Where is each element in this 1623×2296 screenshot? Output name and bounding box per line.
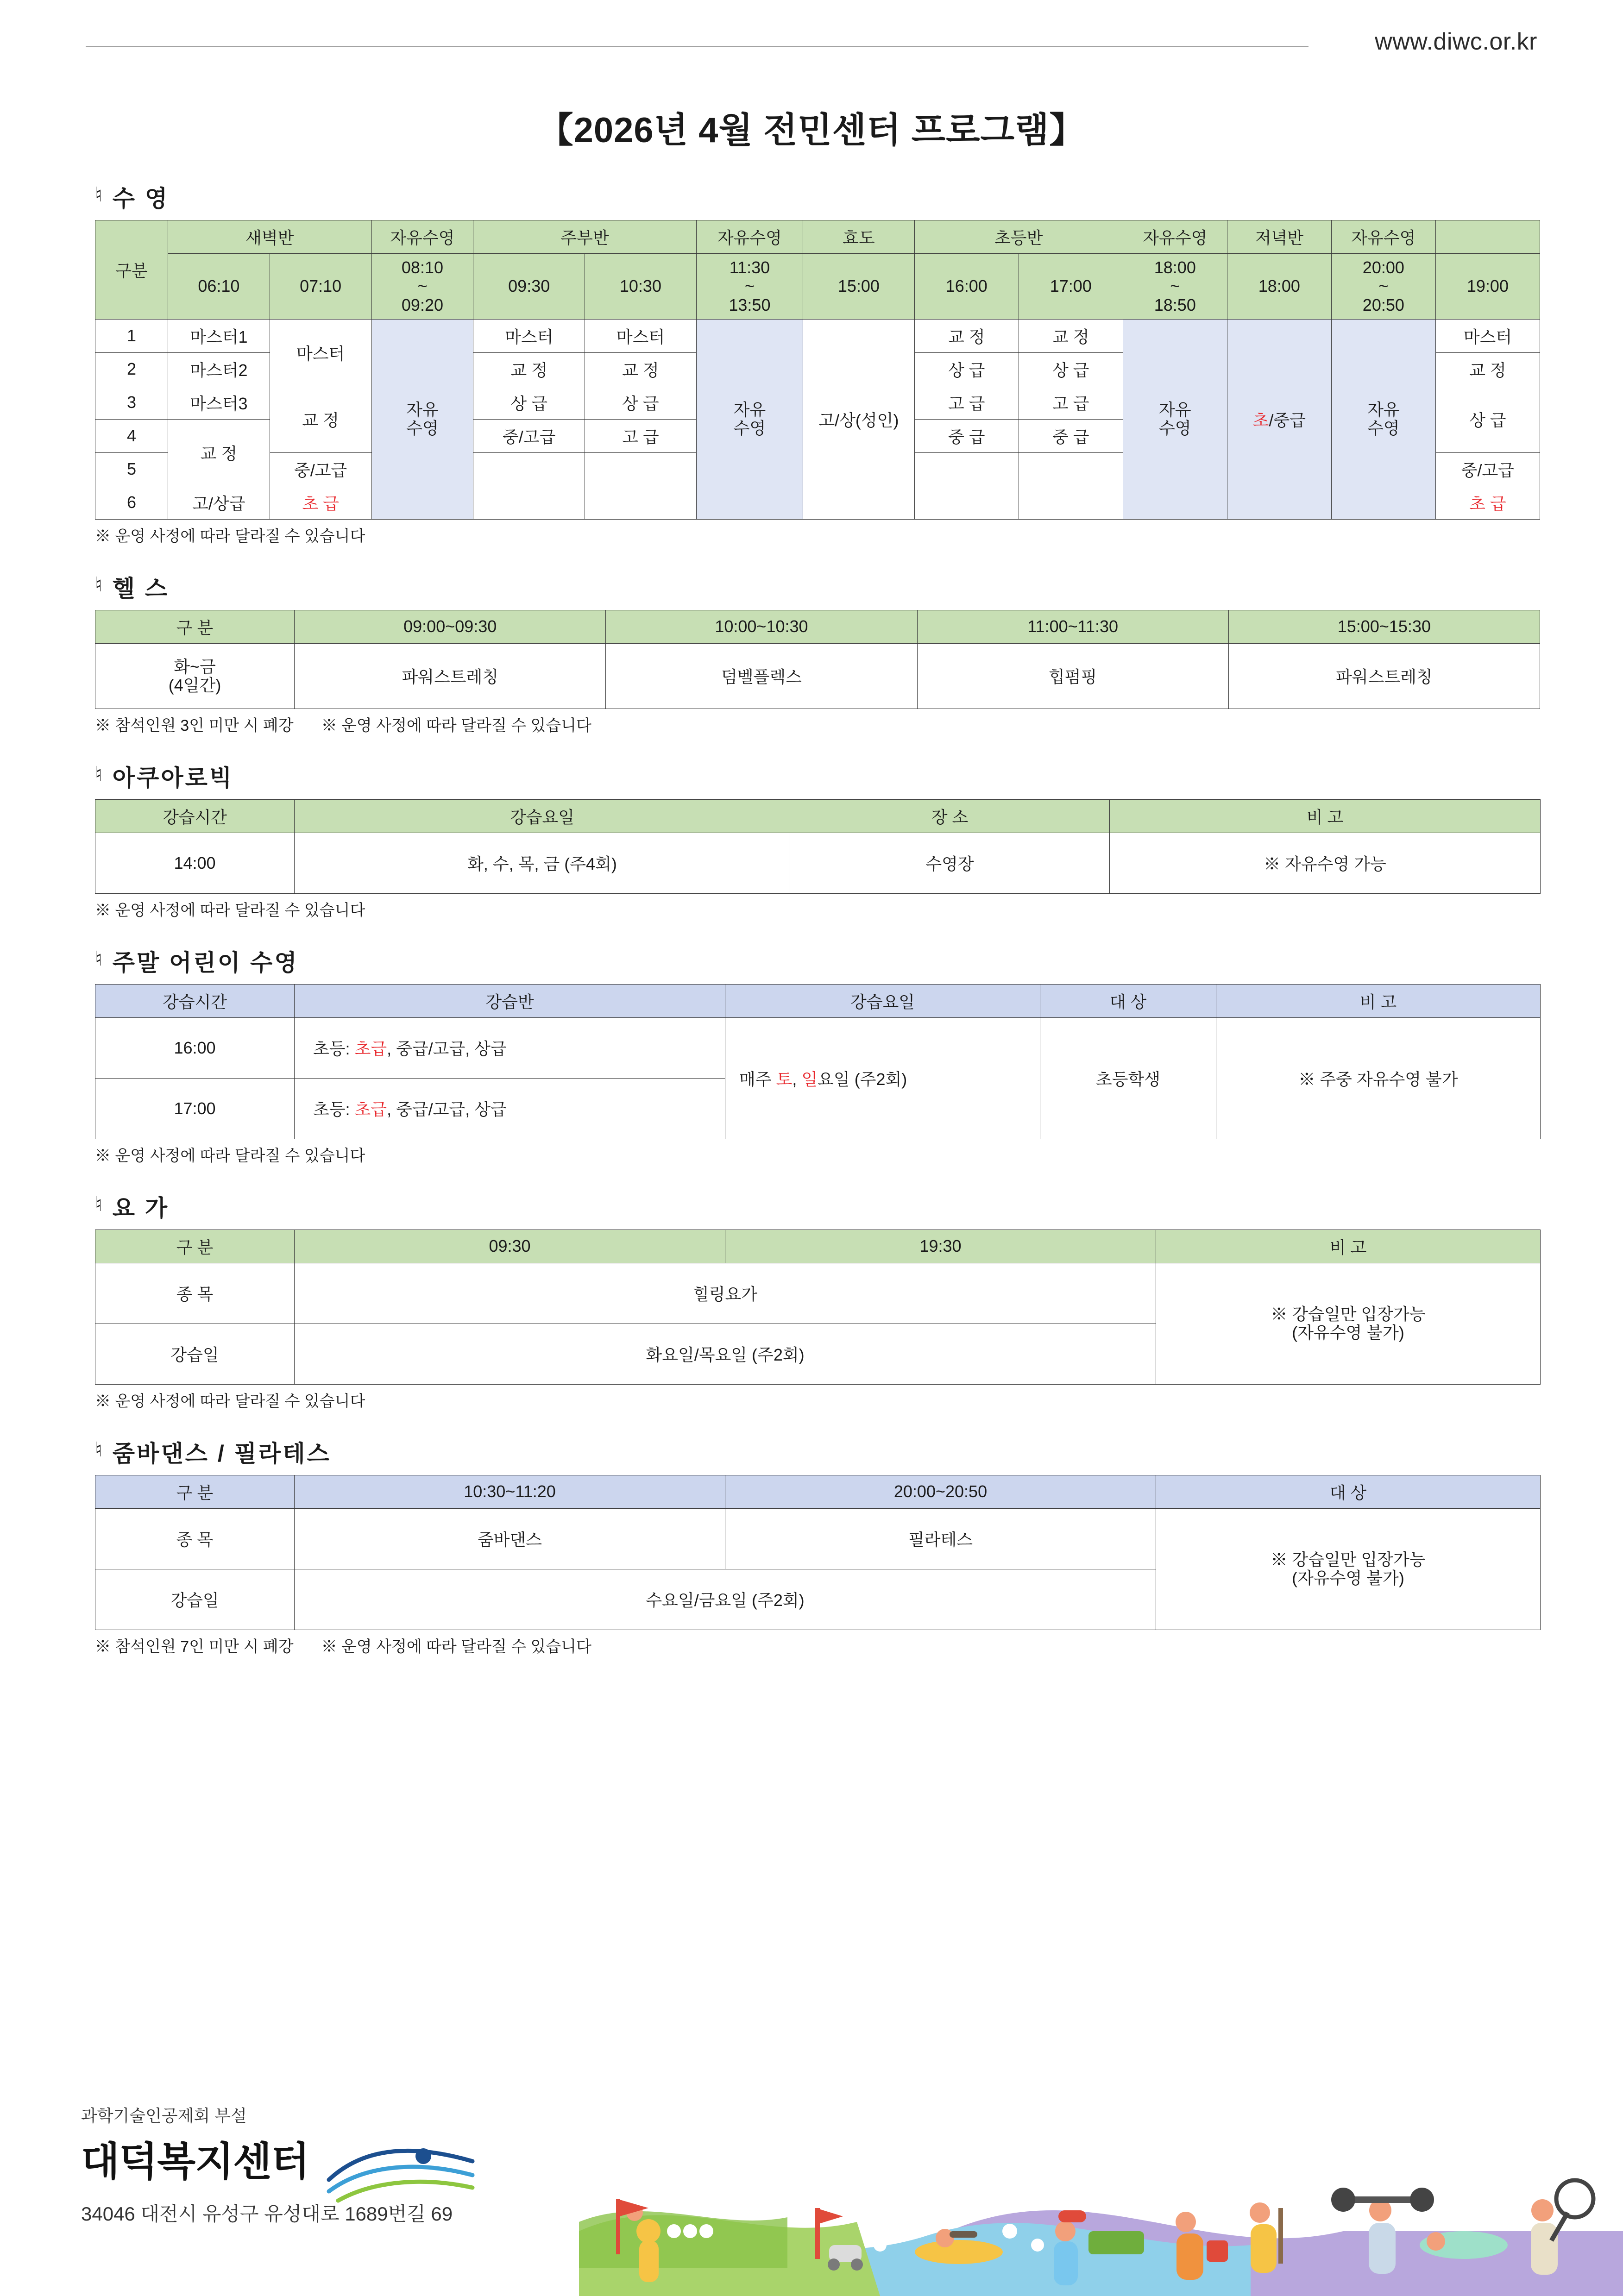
table-row bbox=[95, 254, 1540, 320]
swim-group-hyodo: 효도 bbox=[803, 220, 915, 254]
aqua-header-3: 비 고 bbox=[1110, 799, 1541, 833]
table-row bbox=[95, 220, 1540, 254]
weekend-header-2: 강습요일 bbox=[725, 984, 1040, 1017]
aqua-table bbox=[95, 799, 1541, 894]
section-header-health bbox=[95, 570, 1542, 603]
yoga-header-2: 19:30 bbox=[725, 1230, 1156, 1263]
swim-hw1: 중/고급 bbox=[473, 419, 585, 452]
yoga-table bbox=[95, 1230, 1541, 1385]
swim-last: 상 급 bbox=[1435, 386, 1540, 452]
swim-el1: 교 정 bbox=[914, 319, 1019, 352]
swim-table bbox=[95, 220, 1540, 520]
yoga-header-1: 09:30 bbox=[295, 1230, 725, 1263]
swim-el2: 고 급 bbox=[1019, 386, 1123, 419]
swim-el1: 상 급 bbox=[914, 352, 1019, 386]
note-icon: ♮ bbox=[95, 947, 102, 970]
org-sub-name: 과학기술인공제회 부설 bbox=[81, 2106, 247, 2125]
swim-dawn1: 마스터3 bbox=[168, 386, 270, 419]
aqua-place: 수영장 bbox=[790, 833, 1110, 893]
yoga-row1-label: 종 목 bbox=[95, 1263, 295, 1324]
note-icon: ♮ bbox=[95, 1438, 102, 1461]
weekend-target: 초등학생 bbox=[1040, 1017, 1216, 1139]
swim-time-1: 07:10 bbox=[270, 254, 371, 320]
weekend-header-3: 대 상 bbox=[1040, 984, 1216, 1017]
table-row bbox=[95, 1263, 1541, 1324]
aqua-header-1: 강습요일 bbox=[295, 799, 790, 833]
swim-dawn1: 마스터1 bbox=[168, 319, 270, 352]
swim-hw1: 상 급 bbox=[473, 386, 585, 419]
swim-group-dawn: 새벽반 bbox=[168, 220, 371, 254]
note-icon: ♮ bbox=[95, 762, 102, 785]
swim-el2: 중 급 bbox=[1019, 419, 1123, 452]
swim-group-free4: 자유수영 bbox=[1331, 220, 1435, 254]
health-note-2: ※ 운영 사정에 따라 달라질 수 있습니다 bbox=[321, 716, 591, 734]
health-cell-1: 파워스트레칭 bbox=[295, 643, 606, 709]
zumba-remark: ※ 강습일만 입장가능 (자유수영 불가) bbox=[1156, 1508, 1541, 1630]
logo-mark-icon bbox=[324, 2136, 477, 2205]
yoga-row1-value: 힐링요가 bbox=[295, 1263, 1156, 1324]
page-title: 【2026년 4월 전민센터 프로그램】 bbox=[538, 111, 1085, 150]
zumba-notes bbox=[95, 1634, 1542, 1656]
health-header-1: 09:00~09:30 bbox=[295, 610, 606, 643]
swim-time-3: 09:30 bbox=[473, 254, 585, 320]
swim-time-8: 17:00 bbox=[1019, 254, 1123, 320]
health-header-4: 15:00~15:30 bbox=[1228, 610, 1540, 643]
swim-free1: 자유 수영 bbox=[371, 319, 473, 519]
zumba-row1-label: 종 목 bbox=[95, 1508, 295, 1569]
table-row bbox=[95, 319, 1540, 352]
swim-row-no: 6 bbox=[95, 486, 168, 519]
section-title-health: 헬 스 bbox=[112, 575, 170, 602]
table-row bbox=[95, 984, 1541, 1017]
swim-last: 초 급 bbox=[1435, 486, 1540, 519]
yoga-header-3: 비 고 bbox=[1156, 1230, 1541, 1263]
zumba-row1-v1: 줌바댄스 bbox=[295, 1508, 725, 1569]
swim-hw2: 상 급 bbox=[585, 386, 697, 419]
note-icon: ♮ bbox=[95, 1192, 102, 1216]
aqua-remark: ※ 자유수영 가능 bbox=[1110, 833, 1541, 893]
swim-group-evening: 저녁반 bbox=[1227, 220, 1331, 254]
swim-last: 중/고급 bbox=[1435, 452, 1540, 486]
section-title-weekend: 주말 어린이 수영 bbox=[112, 949, 299, 976]
swim-time-5: 11:30 ~ 13:50 bbox=[696, 254, 803, 320]
table-row bbox=[95, 610, 1540, 643]
swim-dawn2: 중/고급 bbox=[270, 452, 371, 486]
swim-el1: 고 급 bbox=[914, 386, 1019, 419]
site-url: www.diwc.or.kr bbox=[1375, 28, 1537, 55]
section-header-swim bbox=[95, 180, 1542, 213]
swim-row-no: 4 bbox=[95, 419, 168, 452]
section-swim bbox=[81, 180, 1542, 546]
weekend-note: ※ 운영 사정에 따라 달라질 수 있습니다 bbox=[95, 1147, 365, 1165]
swim-hyodo: 고/상(성인) bbox=[803, 319, 915, 519]
header-divider bbox=[86, 46, 1308, 47]
health-note-1: ※ 참석인원 3인 미만 시 폐강 bbox=[95, 716, 294, 734]
swim-last: 교 정 bbox=[1435, 352, 1540, 386]
org-address: 34046 대전시 유성구 유성대로 1689번길 69 bbox=[81, 2203, 453, 2225]
aqua-time: 14:00 bbox=[95, 833, 295, 893]
weekend-time-1: 16:00 bbox=[95, 1017, 295, 1078]
health-cell-2: 덤벨플렉스 bbox=[606, 643, 917, 709]
section-aqua bbox=[81, 759, 1542, 920]
swim-time-6: 15:00 bbox=[803, 254, 915, 320]
section-yoga bbox=[81, 1190, 1542, 1411]
health-header-0: 구 분 bbox=[95, 610, 295, 643]
swim-group-free1: 자유수영 bbox=[371, 220, 473, 254]
table-row bbox=[95, 799, 1541, 833]
swim-hw2-blank bbox=[585, 452, 697, 519]
swim-note: ※ 운영 사정에 따라 달라질 수 있습니다 bbox=[95, 527, 365, 545]
section-header-aqua bbox=[95, 759, 1542, 793]
swim-row-no: 3 bbox=[95, 386, 168, 419]
swim-time-12: 19:00 bbox=[1435, 254, 1540, 320]
zumba-header-2: 20:00~20:50 bbox=[725, 1475, 1156, 1508]
section-title-swim: 수 영 bbox=[112, 186, 170, 212]
health-cell-4: 파워스트레칭 bbox=[1228, 643, 1540, 709]
swim-hw2: 마스터 bbox=[585, 319, 697, 352]
table-row bbox=[95, 643, 1540, 709]
swim-free3: 자유 수영 bbox=[1123, 319, 1227, 519]
zumba-row2-value: 수요일/금요일 (주2회) bbox=[295, 1569, 1156, 1630]
aqua-note: ※ 운영 사정에 따라 달라질 수 있습니다 bbox=[95, 901, 365, 919]
zumba-note-2: ※ 운영 사정에 따라 달라질 수 있습니다 bbox=[321, 1637, 591, 1656]
swim-hw1: 교 정 bbox=[473, 352, 585, 386]
weekend-header-1: 강습반 bbox=[295, 984, 725, 1017]
section-title-yoga: 요 가 bbox=[112, 1195, 170, 1221]
swim-dawn1: 고/상급 bbox=[168, 486, 270, 519]
section-weekend bbox=[81, 944, 1542, 1166]
swim-dawn1: 교 정 bbox=[168, 419, 270, 486]
swim-hw2: 교 정 bbox=[585, 352, 697, 386]
swim-group-elementary: 초등반 bbox=[914, 220, 1123, 254]
yoga-header-0: 구 분 bbox=[95, 1230, 295, 1263]
yoga-row2-value: 화요일/목요일 (주2회) bbox=[295, 1324, 1156, 1384]
swim-el2: 상 급 bbox=[1019, 352, 1123, 386]
swim-time-4: 10:30 bbox=[585, 254, 697, 320]
swim-hw1-blank bbox=[473, 452, 585, 519]
health-header-3: 11:00~11:30 bbox=[917, 610, 1228, 643]
zumba-header-1: 10:30~11:20 bbox=[295, 1475, 725, 1508]
swim-time-9: 18:00 ~ 18:50 bbox=[1123, 254, 1227, 320]
aqua-header-2: 장 소 bbox=[790, 799, 1110, 833]
swim-row-no: 2 bbox=[95, 352, 168, 386]
swim-el1-blank bbox=[914, 452, 1019, 519]
health-notes bbox=[95, 713, 1542, 735]
swim-el2: 교 정 bbox=[1019, 319, 1123, 352]
swim-el1: 중 급 bbox=[914, 419, 1019, 452]
health-header-2: 10:00~10:30 bbox=[606, 610, 917, 643]
note-icon: ♮ bbox=[95, 573, 102, 596]
zumba-header-3: 대 상 bbox=[1156, 1475, 1541, 1508]
swim-time-10: 18:00 bbox=[1227, 254, 1331, 320]
swim-dawn2: 교 정 bbox=[270, 386, 371, 452]
swim-evening: 초/중급 bbox=[1227, 319, 1331, 519]
zumba-header-0: 구 분 bbox=[95, 1475, 295, 1508]
swim-el2-blank bbox=[1019, 452, 1123, 519]
swim-last: 마스터 bbox=[1435, 319, 1540, 352]
weekend-header-0: 강습시간 bbox=[95, 984, 295, 1017]
swim-group-blank bbox=[1435, 220, 1540, 254]
table-row bbox=[95, 1230, 1541, 1263]
table-row bbox=[95, 1475, 1541, 1508]
section-title-zumba: 줌바댄스 / 필라테스 bbox=[112, 1440, 331, 1467]
yoga-row2-label: 강습일 bbox=[95, 1324, 295, 1384]
swim-time-11: 20:00 ~ 20:50 bbox=[1331, 254, 1435, 320]
swim-dawn2: 초 급 bbox=[270, 486, 371, 519]
page-header bbox=[81, 0, 1542, 69]
note-icon: ♮ bbox=[95, 183, 102, 206]
section-zumba bbox=[81, 1435, 1542, 1656]
weekend-header-4: 비 고 bbox=[1216, 984, 1541, 1017]
swim-time-0: 06:10 bbox=[168, 254, 270, 320]
zumba-table bbox=[95, 1475, 1541, 1630]
swim-hw2: 고 급 bbox=[585, 419, 697, 452]
yoga-note: ※ 운영 사정에 따라 달라질 수 있습니다 bbox=[95, 1392, 365, 1410]
section-header-zumba bbox=[95, 1435, 1542, 1468]
table-row bbox=[95, 833, 1541, 893]
table-row bbox=[95, 1017, 1541, 1078]
swim-row-no: 1 bbox=[95, 319, 168, 352]
yoga-remark: ※ 강습일만 입장가능 (자유수영 불가) bbox=[1156, 1263, 1541, 1384]
health-cell-3: 힙펌핑 bbox=[917, 643, 1228, 709]
health-table bbox=[95, 610, 1540, 709]
health-days: 화~금 (4일간) bbox=[95, 643, 295, 709]
weekend-table bbox=[95, 984, 1541, 1139]
section-header-yoga bbox=[95, 1190, 1542, 1223]
weekend-time-2: 17:00 bbox=[95, 1078, 295, 1139]
swim-free4: 자유 수영 bbox=[1331, 319, 1435, 519]
weekend-days: 매주 토, 일요일 (주2회) bbox=[725, 1017, 1040, 1139]
swim-row-no: 5 bbox=[95, 452, 168, 486]
section-title-aqua: 아쿠아로빅 bbox=[112, 765, 234, 791]
weekend-remark: ※ 주중 자유수영 불가 bbox=[1216, 1017, 1541, 1139]
swim-dawn2: 마스터 bbox=[270, 319, 371, 386]
table-row bbox=[95, 1508, 1541, 1569]
aqua-days: 화, 수, 목, 금 (주4회) bbox=[295, 833, 790, 893]
swim-dawn1: 마스터2 bbox=[168, 352, 270, 386]
zumba-note-1: ※ 참석인원 7인 미만 시 폐강 bbox=[95, 1637, 294, 1656]
section-header-weekend bbox=[95, 944, 1542, 978]
swim-group-free3: 자유수영 bbox=[1123, 220, 1227, 254]
org-name: 대덕복지센터 bbox=[81, 2139, 309, 2184]
page-footer bbox=[0, 2000, 1623, 2296]
weekend-class-2: 초등: 초급, 중급/고급, 상급 bbox=[295, 1078, 725, 1139]
aqua-header-0: 강습시간 bbox=[95, 799, 295, 833]
weekend-class-1: 초등: 초급, 중급/고급, 상급 bbox=[295, 1017, 725, 1078]
swim-group-free2: 자유수영 bbox=[696, 220, 803, 254]
swim-free2: 자유 수영 bbox=[696, 319, 803, 519]
zumba-row2-label: 강습일 bbox=[95, 1569, 295, 1630]
swim-col-label: 구분 bbox=[95, 220, 168, 320]
zumba-row1-v2: 필라테스 bbox=[725, 1508, 1156, 1569]
swim-hw1: 마스터 bbox=[473, 319, 585, 352]
section-health bbox=[81, 570, 1542, 735]
swim-group-housewife: 주부반 bbox=[473, 220, 696, 254]
swim-time-7: 16:00 bbox=[914, 254, 1019, 320]
swim-time-2: 08:10 ~ 09:20 bbox=[371, 254, 473, 320]
